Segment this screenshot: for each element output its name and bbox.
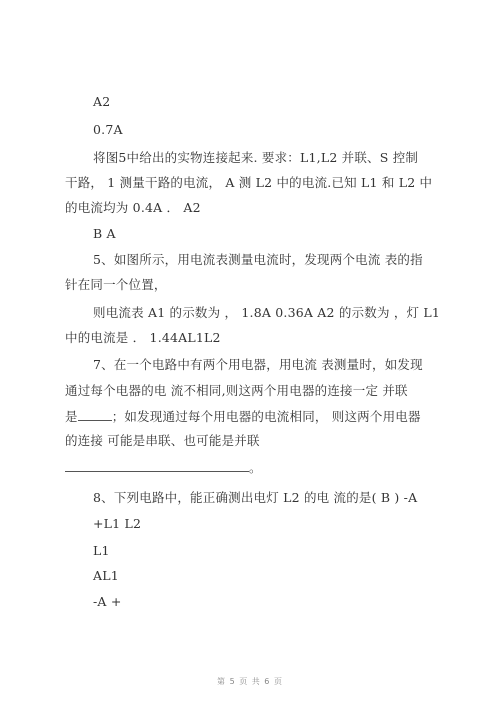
text-line: AL1 <box>93 568 119 583</box>
text-line: 针在同一个位置， <box>65 277 167 292</box>
text-line: 中的电流是 ． 1.44AL1L2 <box>65 330 221 345</box>
answer-blank <box>78 408 112 421</box>
text-line: 0.7A <box>93 122 123 137</box>
text-line: +L1 L2 <box>93 516 142 531</box>
text-line: 通过每个电器的电 流不相同,则这两个用电器的连接一定 并联 <box>65 383 408 398</box>
page-footer: 第 5 页 共 6 页 <box>217 677 283 686</box>
text-line: 的连接 可能是串联、也可能是并联 <box>65 433 260 448</box>
text-line: 则电流表 A1 的示数为 ， 1.8A 0.36A A2 的示数为 ，灯 L1 <box>93 305 441 320</box>
text-line: 的电流均为 0.4A ． A2 <box>65 200 201 215</box>
text-line: 将图5中给出的实物连接起来. 要求：L1,L2 并联、S 控制 <box>93 150 419 165</box>
text-line: L1 <box>93 543 110 558</box>
text-line: -A + <box>93 594 122 609</box>
text-line: 7、在一个电路中有两个用电器，用电流 表测量时，如发现 <box>93 357 423 372</box>
text-line: 5、如图所示，用电流表测量电流时，发现两个电流 表的指 <box>93 252 423 267</box>
text-line: A2 <box>93 94 111 109</box>
text-segment: 。 <box>249 460 262 475</box>
text-line: 8、下列电路中，能正确测出电灯 L2 的电 流的是( B ) -A <box>93 490 418 505</box>
answer-blank <box>65 459 249 472</box>
text-line: 干路， 1 测量干路的电流， A 测 L2 中的电流.已知 L1 和 L2 中 <box>65 175 433 190</box>
text-line: B A <box>93 226 116 241</box>
text-line-with-blank <box>65 408 421 425</box>
text-line-with-blank <box>65 459 262 476</box>
text-segment: 是 <box>65 409 78 424</box>
text-segment: ；如发现通过每个用电器的电流相同， 则这两个用电器 <box>111 409 421 424</box>
